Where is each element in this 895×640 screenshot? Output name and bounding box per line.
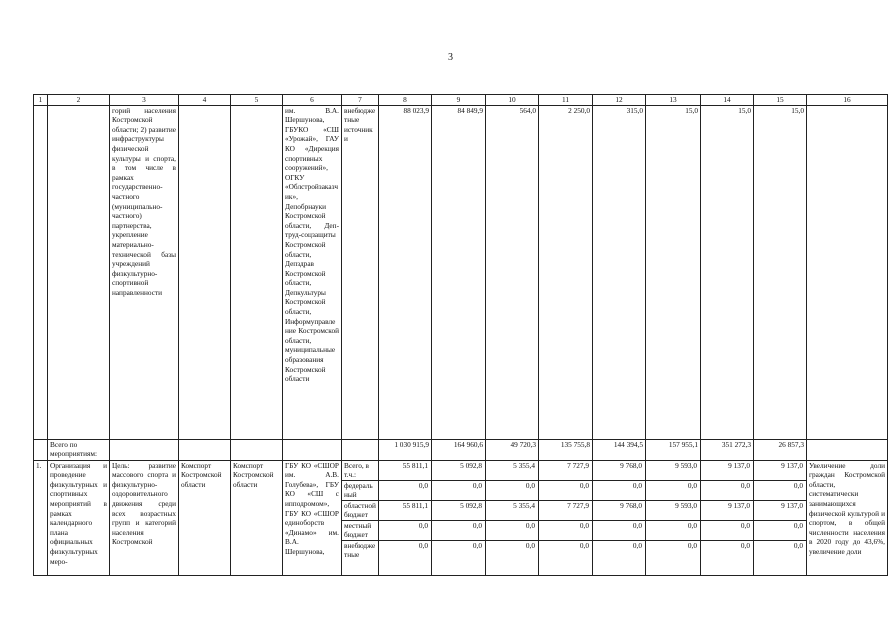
- measures-table: [33, 94, 888, 576]
- value-cell: 0,0: [379, 480, 431, 500]
- executors-cell: ГБУ КО «СШОР им. А.В. Голубева», ГБУ КО «СШ с ипподромом», ГБУ КО «СШОР единоборств «Динамо» им. В.А. Шершунова,: [283, 460, 342, 575]
- value-cell: 7 727,9: [567, 460, 589, 470]
- column-number: 8: [379, 95, 432, 106]
- source-label: Всего, в т.ч.:: [344, 460, 369, 480]
- column-number: 5: [231, 95, 283, 106]
- value-cell: 2 250,0: [539, 105, 593, 439]
- value-cell: 315,0: [593, 105, 646, 439]
- column-number: 11: [539, 95, 593, 106]
- total-value: 164 960,6: [432, 439, 486, 460]
- source-cell: внебюджетные источники: [342, 105, 379, 439]
- value-cell: 9 137,0: [701, 500, 753, 520]
- value-cell: 0,0: [754, 520, 806, 540]
- column-number-row: [34, 95, 888, 106]
- value-cell: 88 023,9: [379, 105, 432, 439]
- value-cell: 0,0: [379, 540, 431, 560]
- value-column: [701, 460, 754, 575]
- value-column: [593, 460, 646, 575]
- value-cell: 0,0: [539, 520, 592, 540]
- value-column: [379, 460, 432, 575]
- value-cell: 9 768,0: [593, 500, 645, 520]
- value-cell: 0,0: [432, 540, 485, 560]
- value-cell: 0,0: [646, 540, 700, 560]
- total-value: 1 030 915,9: [379, 439, 432, 460]
- column-number: 7: [342, 95, 379, 106]
- value-cell: 0,0: [486, 520, 538, 540]
- value-cell: 0,0: [754, 540, 806, 560]
- value-cell: 5 092,8: [432, 500, 485, 520]
- value-cell: 5 092,8: [460, 460, 482, 470]
- value-column: [432, 460, 486, 575]
- value-cell: 0,0: [539, 480, 592, 500]
- executors-cell: им. В.А. Шершунова, ГБУКО «СШ «Урожай», ГАУ КО «Дирекция спортивных сооружений», ОГКУ «Облстройзаказчик», Депобрнауки Костромской области, Деп-труд-соцзащиты Костромской области, Депздрав Костромской области, Депкультуры Костромской области, Информуправление Костромской области, муниципальные образования Костромской области: [283, 105, 342, 439]
- value-cell: 9 593,0: [675, 460, 697, 470]
- source-label: местный бюджет: [342, 520, 378, 540]
- value-cell: 84 849,9: [432, 105, 486, 439]
- total-row: [34, 439, 888, 460]
- sources-cell: [342, 460, 379, 575]
- value-cell: 0,0: [701, 540, 753, 560]
- value-cell: 15,0: [754, 105, 807, 439]
- goal-text-cell: Цель: развитие массового спорта и физкультурно-оздоровительного движения среди всех возрастных групп и категорий населения Костромской: [110, 460, 179, 575]
- value-cell: 0,0: [539, 540, 592, 560]
- value-cell: 0,0: [701, 480, 753, 500]
- column-number: 1: [34, 95, 48, 106]
- value-cell: 9 137,0: [754, 500, 806, 520]
- total-value: 49 720,3: [486, 439, 539, 460]
- value-cell: 0,0: [646, 520, 700, 540]
- value-cell: 7 727,9: [539, 500, 592, 520]
- value-cell: 0,0: [754, 480, 806, 500]
- value-column: [539, 460, 593, 575]
- value-cell: 564,0: [486, 105, 539, 439]
- value-cell: 5 355,4: [486, 500, 538, 520]
- value-cell: 15,0: [646, 105, 701, 439]
- value-cell: 0,0: [593, 540, 645, 560]
- total-value: 26 857,3: [754, 439, 807, 460]
- value-cell: 0,0: [593, 480, 645, 500]
- value-column: [486, 460, 539, 575]
- value-cell: 9 768,0: [620, 460, 642, 470]
- coordinator-cell: Комспорт Костромской области: [179, 460, 231, 575]
- total-label: Всего по мероприятиям:: [48, 439, 110, 460]
- total-value: 144 394,5: [593, 439, 646, 460]
- total-value: 157 955,1: [646, 439, 701, 460]
- row-number: 1.: [34, 460, 48, 575]
- page-number: 3: [448, 52, 453, 63]
- value-cell: 55 811,1: [402, 460, 428, 470]
- goal-text-cell: гoрий населения Костромской области; 2) развитие инфраструктуры физической культуры и спорта, в том числе в рамках государственно-частного (муниципально-частного) партнерства, укрепление материально-технической базы учреждений физкультурно-спортивной направленности: [110, 105, 179, 439]
- measure-name-cell: Организация и проведение физкультурных и спортивных мероприятий в рамках календарного плана официальных физкультурных меро-: [48, 460, 110, 575]
- column-number: 6: [283, 95, 342, 106]
- source-label: областной бюджет: [342, 500, 378, 520]
- value-column: [754, 460, 807, 575]
- column-number: 15: [754, 95, 807, 106]
- source-label: внебюджетные: [342, 540, 378, 560]
- total-value: 351 272,3: [701, 439, 754, 460]
- column-number: 10: [486, 95, 539, 106]
- value-cell: 0,0: [486, 540, 538, 560]
- measure-row: [34, 460, 888, 575]
- value-cell: 15,0: [701, 105, 754, 439]
- value-cell: 9 137,0: [728, 460, 750, 470]
- expected-result-cell: Увеличение доли граждан Костромской области, систематически занимающихся физической культурой и спортом, в общей численности населения в 2020 году до 43,6%, увеличение доли: [807, 460, 888, 575]
- column-number: 3: [110, 95, 179, 106]
- total-value: 135 755,8: [539, 439, 593, 460]
- value-cell: 0,0: [701, 520, 753, 540]
- source-label: федеральный: [342, 480, 378, 500]
- value-cell: 55 811,1: [379, 500, 431, 520]
- continuation-row: [34, 105, 888, 439]
- column-number: 2: [48, 95, 110, 106]
- value-cell: 9 137,0: [781, 460, 803, 470]
- value-cell: 0,0: [646, 480, 700, 500]
- column-number: 12: [593, 95, 646, 106]
- value-cell: 0,0: [432, 480, 485, 500]
- column-number: 4: [179, 95, 231, 106]
- value-column: [646, 460, 701, 575]
- column-number: 16: [807, 95, 888, 106]
- value-cell: 0,0: [593, 520, 645, 540]
- column-number: 13: [646, 95, 701, 106]
- value-cell: 5 355,4: [513, 460, 535, 470]
- value-cell: 0,0: [432, 520, 485, 540]
- column-number: 9: [432, 95, 486, 106]
- value-cell: 9 593,0: [646, 500, 700, 520]
- value-cell: 0,0: [379, 520, 431, 540]
- value-cell: 0,0: [486, 480, 538, 500]
- column-number: 14: [701, 95, 754, 106]
- responsible-cell: Комспорт Костромской области: [231, 460, 283, 575]
